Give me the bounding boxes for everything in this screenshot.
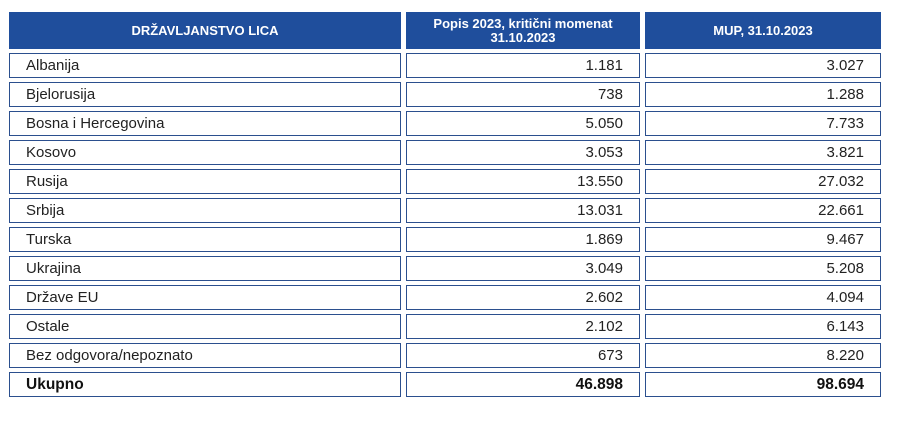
mup-cell: 8.220	[645, 343, 881, 368]
header-mup-2023: MUP, 31.10.2023	[645, 12, 881, 49]
country-cell: Ostale	[9, 314, 401, 339]
table-row	[9, 82, 881, 107]
census-cell: 13.550	[406, 169, 640, 194]
table-row	[9, 140, 881, 165]
total-census: 46.898	[406, 372, 640, 397]
country-cell: Srbija	[9, 198, 401, 223]
table-row	[9, 111, 881, 136]
mup-cell: 3.821	[645, 140, 881, 165]
country-cell: Turska	[9, 227, 401, 252]
table-row	[9, 343, 881, 368]
table-row	[9, 198, 881, 223]
table-row	[9, 227, 881, 252]
mup-cell: 22.661	[645, 198, 881, 223]
census-cell: 673	[406, 343, 640, 368]
mup-cell: 5.208	[645, 256, 881, 281]
census-cell: 2.102	[406, 314, 640, 339]
header-citizenship: DRŽAVLJANSTVO LICA	[9, 12, 401, 49]
citizenship-table	[4, 8, 886, 401]
mup-cell: 4.094	[645, 285, 881, 310]
table-row	[9, 285, 881, 310]
total-label: Ukupno	[9, 372, 401, 397]
census-cell: 3.049	[406, 256, 640, 281]
country-cell: Rusija	[9, 169, 401, 194]
table-row	[9, 256, 881, 281]
census-cell: 1.181	[406, 53, 640, 78]
country-cell: Bjelorusija	[9, 82, 401, 107]
census-cell: 3.053	[406, 140, 640, 165]
table-row	[9, 53, 881, 78]
country-cell: Države EU	[9, 285, 401, 310]
census-cell: 2.602	[406, 285, 640, 310]
census-cell: 5.050	[406, 111, 640, 136]
mup-cell: 9.467	[645, 227, 881, 252]
census-cell: 738	[406, 82, 640, 107]
country-cell: Kosovo	[9, 140, 401, 165]
country-cell: Bez odgovora/nepoznato	[9, 343, 401, 368]
mup-cell: 6.143	[645, 314, 881, 339]
total-row	[9, 372, 881, 397]
table-row	[9, 169, 881, 194]
mup-cell: 1.288	[645, 82, 881, 107]
mup-cell: 3.027	[645, 53, 881, 78]
header-census-2023: Popis 2023, kritični momenat 31.10.2023	[406, 12, 640, 49]
country-cell: Albanija	[9, 53, 401, 78]
mup-cell: 7.733	[645, 111, 881, 136]
census-cell: 13.031	[406, 198, 640, 223]
mup-cell: 27.032	[645, 169, 881, 194]
country-cell: Bosna i Hercegovina	[9, 111, 401, 136]
country-cell: Ukrajina	[9, 256, 401, 281]
table-row	[9, 314, 881, 339]
citizenship-table-container	[9, 12, 887, 401]
total-mup: 98.694	[645, 372, 881, 397]
census-cell: 1.869	[406, 227, 640, 252]
table-header-row	[9, 12, 881, 49]
